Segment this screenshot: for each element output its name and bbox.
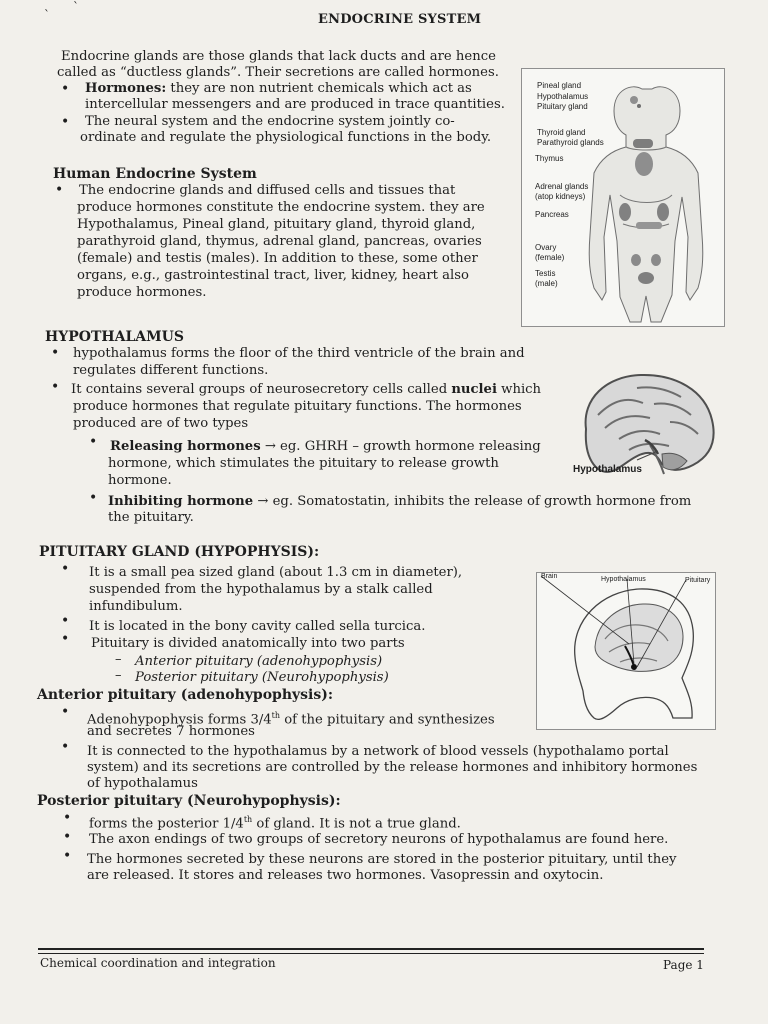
- bullet-icon: •: [63, 829, 72, 845]
- label-hypothalamus-figure: Hypothalamus: [601, 576, 646, 583]
- posterior-line: The axon endings of two groups of secretory neurons of hypothalamus are found here.: [89, 832, 669, 847]
- human-endocrine-line: parathyroid gland, thymus, adrenal gland, pancreas, ovaries: [77, 234, 482, 249]
- bullet-icon: •: [61, 613, 70, 629]
- section-heading-posterior: Posterior pituitary (Neurohypophysis):: [37, 793, 341, 809]
- anterior-line: of hypothalamus: [87, 776, 198, 791]
- pituitary-line: infundibulum.: [89, 599, 183, 614]
- human-endocrine-line: The endocrine glands and diffused cells and tissues that: [79, 183, 456, 198]
- posterior-text: forms the posterior 1/4: [89, 816, 244, 832]
- label-pituitary-gland: Pituitary gland: [537, 102, 588, 111]
- releasing-hormone-line: hormone, which stimulates the pituitary to release growth: [108, 456, 499, 471]
- pituitary-brain-figure: [536, 572, 716, 730]
- pituitary-line: suspended from the hypothalamus by a stalk called: [89, 582, 433, 597]
- anterior-text: Adenohypophysis forms 3/4: [87, 712, 272, 728]
- bullet-icon: •: [61, 561, 70, 577]
- anterior-line: system) and its secretions are controlled by the release hormones and inhibitory hormones: [87, 760, 698, 775]
- bullet-icon: •: [89, 434, 98, 450]
- hypothalamus-label: Hypothalamus: [573, 464, 642, 475]
- anterior-line: It is connected to the hypothalamus by a network of blood vessels (hypothalamo portal: [87, 744, 669, 759]
- human-endocrine-line: produce hormones.: [77, 285, 207, 300]
- bullet-icon: •: [63, 810, 72, 826]
- hypothalamus-text: It contains several groups of neurosecretory cells called: [71, 382, 452, 397]
- bullet-icon: •: [61, 114, 70, 130]
- hormones-bullet-line: intercellular messengers and are produced in trace quantities.: [85, 97, 505, 112]
- bullet-icon: •: [51, 345, 60, 361]
- bullet-icon: •: [61, 704, 70, 720]
- label-ovary: Ovary: [535, 243, 557, 252]
- inhibiting-hormone-term: Inhibiting hormone: [108, 494, 254, 509]
- page-title: ENDOCRINE SYSTEM: [318, 12, 482, 27]
- nuclei-term: nuclei: [451, 382, 497, 397]
- label-pineal-gland: Pineal gland: [537, 81, 582, 90]
- hypothalamus-line: hypothalamus forms the floor of the third ventricle of the brain and: [73, 346, 525, 361]
- pituitary-line: It is a small pea sized gland (about 1.3 cm in diameter),: [89, 565, 463, 580]
- hormones-term: Hormones:: [85, 81, 167, 96]
- label-testis-male: (male): [535, 279, 558, 288]
- anterior-pituitary-item: Anterior pituitary (adenohypophysis): [135, 654, 383, 669]
- footer-chapter-title: Chemical coordination and integration: [40, 956, 276, 970]
- footer-rule: [38, 948, 704, 950]
- hypothalamus-line: regulates different functions.: [73, 363, 269, 378]
- releasing-hormone-line: hormone.: [108, 473, 172, 488]
- bullet-icon: •: [61, 631, 70, 647]
- dash-icon: –: [115, 652, 122, 667]
- label-brain: Brain: [541, 573, 558, 580]
- label-pancreas: Pancreas: [535, 210, 569, 219]
- label-thymus: Thymus: [535, 154, 564, 163]
- label-parathyroid-glands: Parathyroid glands: [537, 138, 604, 147]
- neural-bullet-line: ordinate and regulate the physiological functions in the body.: [80, 130, 492, 145]
- label-thyroid-gland: Thyroid gland: [537, 128, 586, 137]
- bullet-icon: •: [51, 379, 60, 395]
- hypothalamus-text: which: [496, 382, 542, 397]
- label-adrenal-location: (atop kidneys): [535, 192, 586, 201]
- bullet-icon: •: [89, 490, 98, 506]
- hypothalamus-line: produce hormones that regulate pituitary functions. The hormones: [73, 399, 522, 414]
- bullet-icon: •: [63, 848, 72, 864]
- hypothalamus-line: produced are of two types: [73, 416, 249, 431]
- section-heading-anterior: Anterior pituitary (adenohypophysis):: [37, 687, 334, 703]
- posterior-superscript: th: [243, 815, 253, 824]
- dash-icon: –: [115, 668, 122, 683]
- inhibiting-hormone-line: the pituitary.: [108, 510, 194, 525]
- hormones-bullet: [85, 81, 472, 97]
- posterior-pituitary-item: Posterior pituitary (Neurohypophysis): [135, 670, 389, 685]
- label-testis: Testis: [535, 269, 556, 278]
- hypothalamus-nuclei-line: [71, 382, 541, 398]
- inhibiting-hormone-definition: → eg. Somatostatin, inhibits the release of growth hormone from: [253, 494, 692, 509]
- releasing-hormone-line: [110, 439, 541, 455]
- bullet-icon: •: [55, 182, 64, 198]
- label-pituitary: Pituitary: [685, 577, 711, 584]
- endocrine-body-figure: [521, 68, 725, 327]
- bullet-icon: •: [61, 81, 70, 97]
- anterior-line: and secretes 7 hormones: [87, 724, 255, 739]
- human-endocrine-line: (female) and testis (males). In addition to these, some other: [77, 251, 478, 266]
- releasing-hormones-definition: → eg. GHRH – growth hormone releasing: [260, 439, 541, 454]
- anterior-superscript: th: [271, 711, 281, 720]
- label-hypothalamus: Hypothalamus: [537, 92, 589, 101]
- section-heading-pituitary: PITUITARY GLAND (HYPOPHYSIS):: [39, 544, 320, 560]
- human-endocrine-line: produce hormones constitute the endocrine system. they are: [77, 200, 485, 215]
- anterior-text: of the pituitary and synthesizes: [280, 712, 495, 728]
- intro-line: Endocrine glands are those glands that lack ducts and are hence: [61, 49, 496, 64]
- section-heading-hypothalamus: HYPOTHALAMUS: [45, 329, 184, 345]
- label-adrenal-glands: Adrenal glands: [535, 182, 589, 191]
- human-endocrine-line: organs, e.g., gastrointestinal tract, liver, kidney, heart also: [77, 268, 469, 283]
- hypothalamus-brain-figure: [574, 366, 720, 488]
- section-heading-human-endocrine: Human Endocrine System: [53, 166, 257, 182]
- corner-mark: `: [44, 8, 50, 22]
- footer-rule-thin: [38, 953, 704, 954]
- corner-mark: `: [73, 0, 79, 14]
- human-endocrine-line: Hypothalamus, Pineal gland, pituitary gland, thyroid gland,: [77, 217, 476, 232]
- pituitary-line: It is located in the bony cavity called sella turcica.: [89, 619, 426, 634]
- posterior-line: The hormones secreted by these neurons are stored in the posterior pituitary, until they: [87, 852, 677, 867]
- label-ovary-female: (female): [535, 253, 565, 262]
- posterior-line: [89, 812, 461, 832]
- footer-page-number: Page 1: [663, 958, 704, 972]
- hormones-definition: they are non nutrient chemicals which act as: [166, 81, 472, 96]
- pituitary-illustration: [537, 573, 715, 729]
- releasing-hormones-term: Releasing hormones: [110, 439, 261, 454]
- posterior-text: of gland. It is not a true gland.: [252, 816, 461, 832]
- intro-line: called as “ductless glands”. Their secretions are called hormones.: [57, 65, 499, 80]
- inhibiting-hormone-line: [108, 494, 691, 510]
- neural-bullet: The neural system and the endocrine system jointly co-: [85, 114, 455, 129]
- pituitary-line: Pituitary is divided anatomically into two parts: [91, 636, 405, 651]
- posterior-line: are released. It stores and releases two hormones. Vasopressin and oxytocin.: [87, 868, 604, 883]
- bullet-icon: •: [61, 739, 70, 755]
